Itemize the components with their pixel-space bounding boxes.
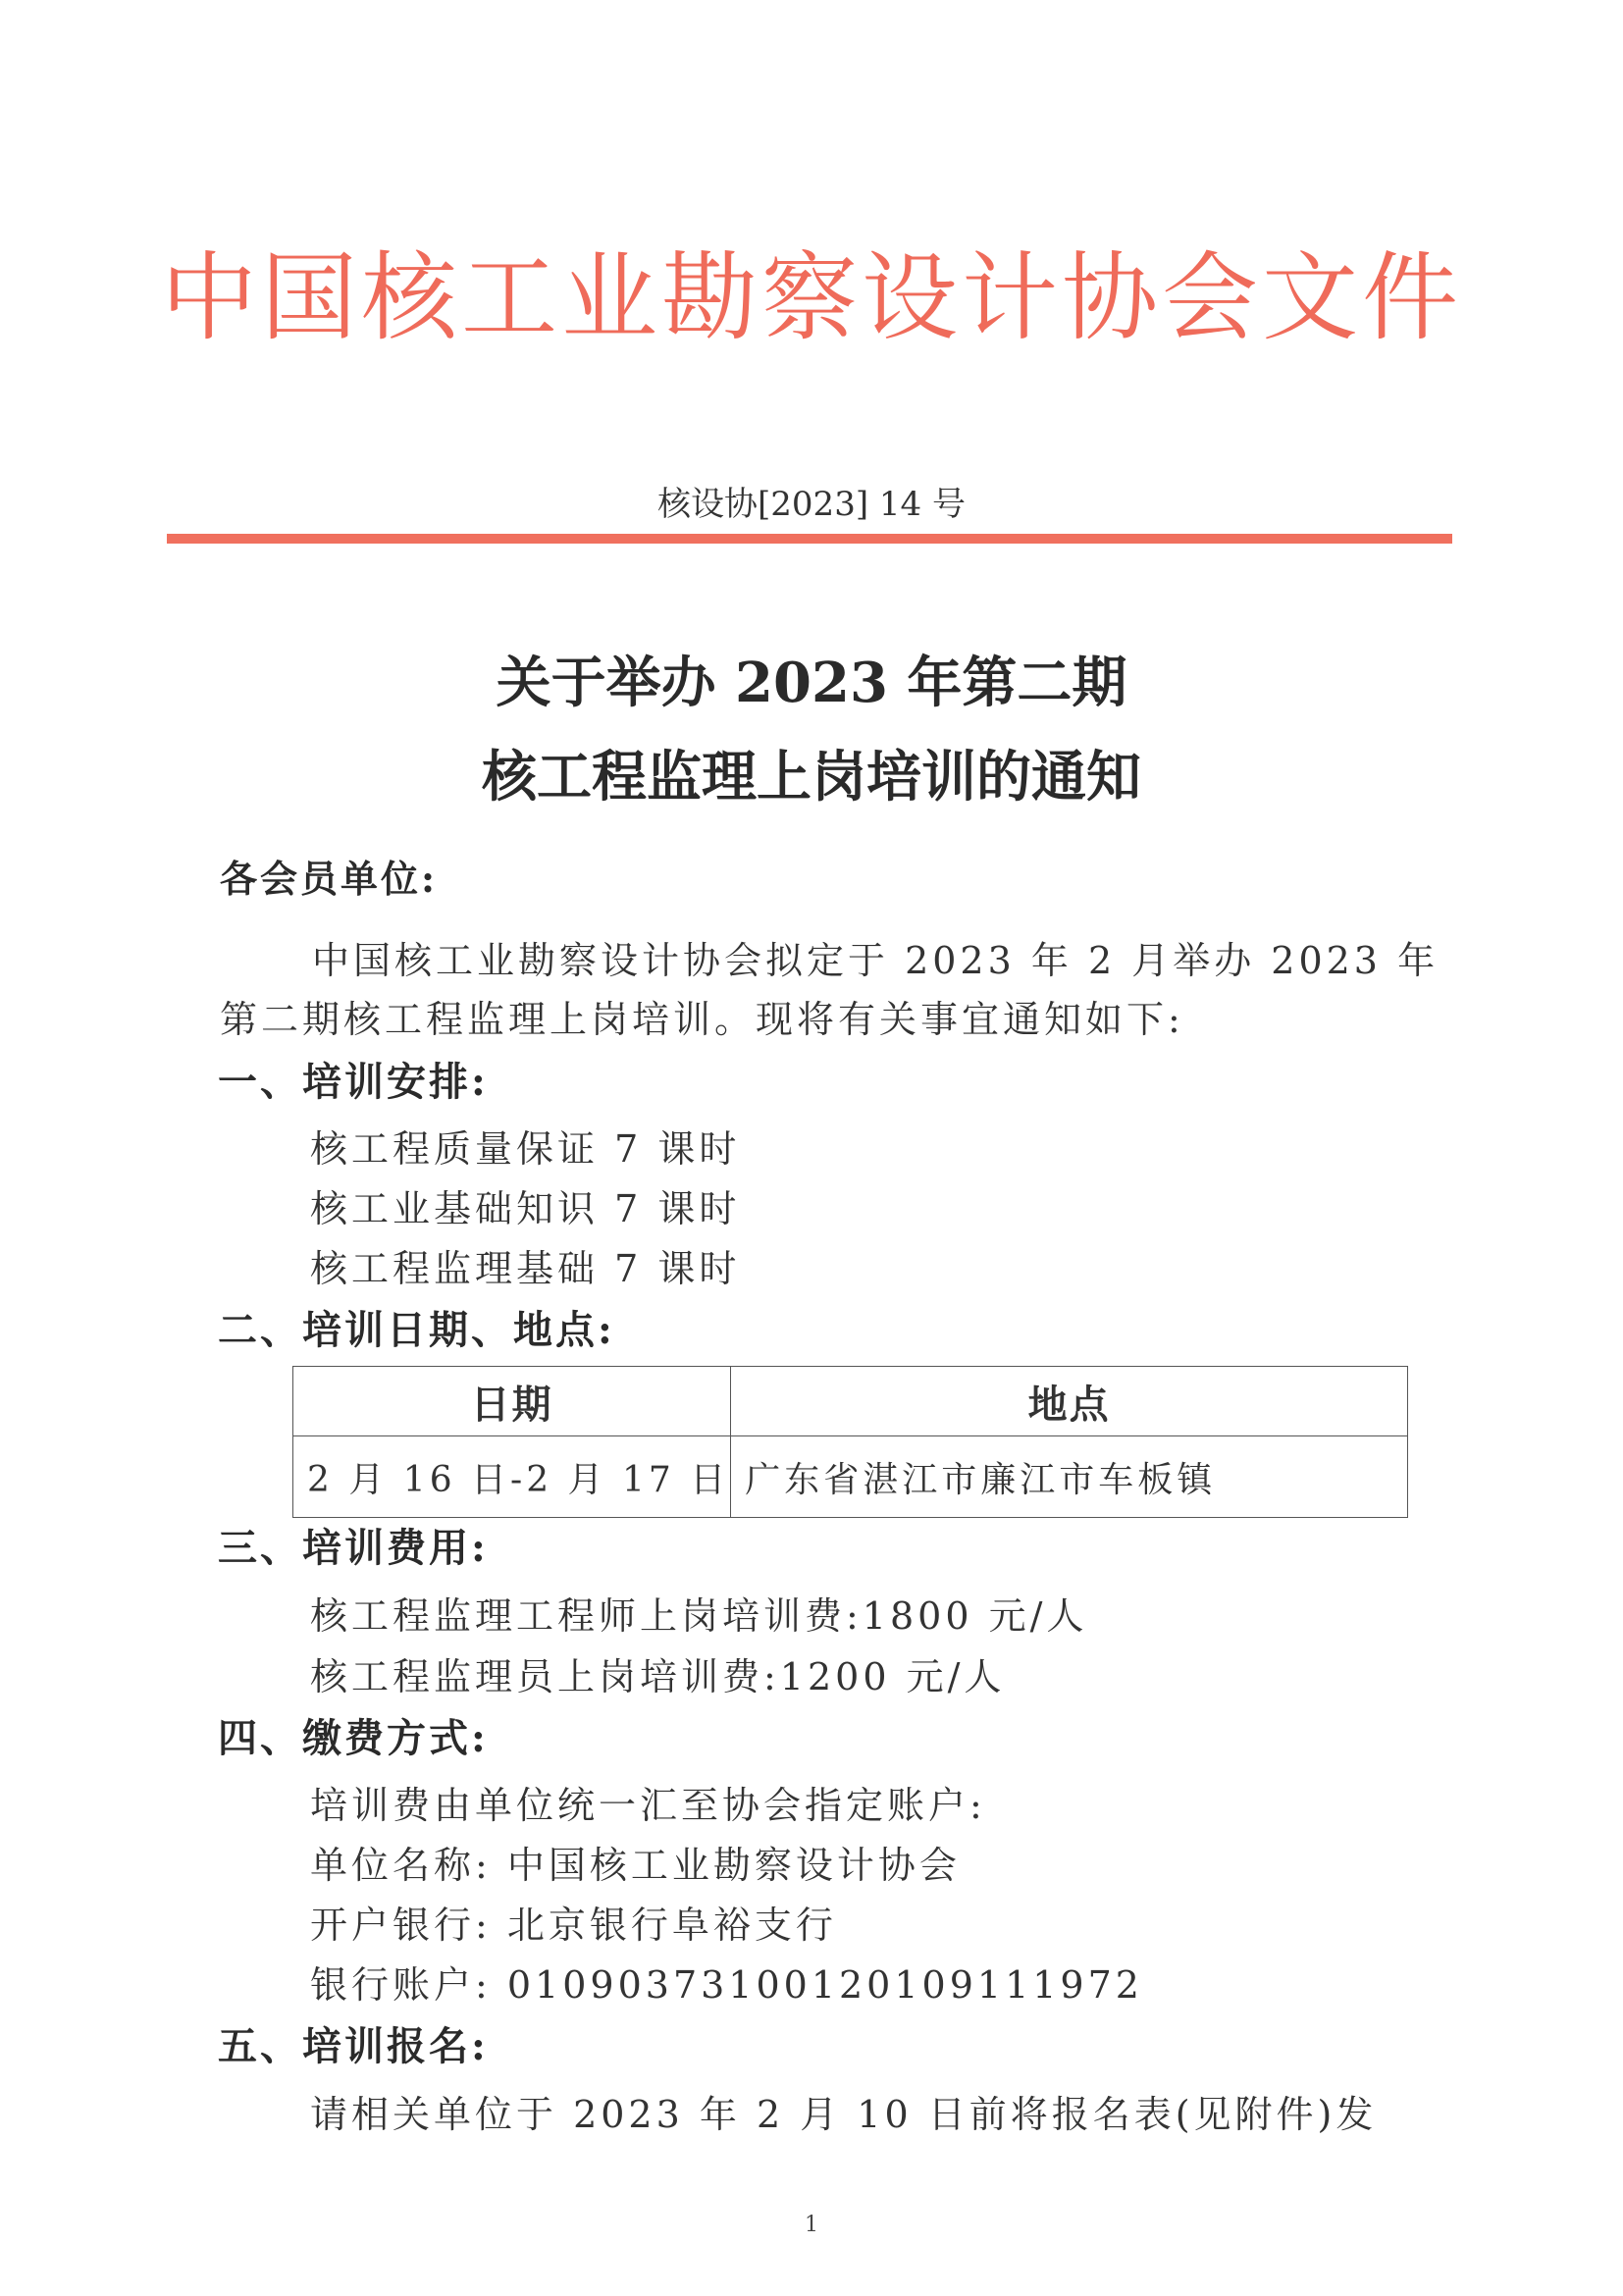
section4-heading: 四、缴费方式: [218,1715,489,1761]
column-header-date: 日期 [293,1367,731,1436]
table-row [293,1436,1408,1518]
page-number: 1 [805,2213,818,2237]
header-divider [167,534,1452,544]
list-item: 核工程监理基础 7 课时 [310,1247,741,1290]
list-item: 核工程质量保证 7 课时 [310,1127,741,1171]
intro-line2: 第二期核工程监理上岗培训。现将有关事宜通知如下: [220,998,1184,1041]
payment-line: 单位名称: 中国核工业勘察设计协会 [310,1844,961,1887]
schedule-table [292,1366,1408,1518]
section5-heading: 五、培训报名: [218,2023,489,2069]
registration-line: 请相关单位于 2023 年 2 月 10 日前将报名表(见附件)发 [310,2093,1378,2136]
cell-date: 2 月 16 日-2 月 17 日 [293,1436,731,1518]
section3-heading: 三、培训费用: [218,1525,489,1571]
section2-heading: 二、培训日期、地点: [218,1307,615,1353]
payment-line: 银行账户: 01090373100120109111972 [310,1963,1143,2007]
document-number: 核设协[2023] 14 号 [657,485,966,524]
table-header-row [293,1367,1408,1436]
notice-title-line2: 核工程监理上岗培训的通知 [482,745,1141,809]
section1-heading: 一、培训安排: [218,1059,489,1105]
org-header-title: 中国核工业勘察设计协会文件 [160,242,1462,354]
salutation: 各会员单位: [220,857,439,901]
cell-location: 广东省湛江市廉江市车板镇 [731,1436,1408,1518]
column-header-location: 地点 [731,1367,1408,1436]
intro-line1: 中国核工业勘察设计协会拟定于 2023 年 2 月举办 2023 年 [312,939,1440,982]
list-item: 核工业基础知识 7 课时 [310,1187,741,1230]
payment-line: 开户银行: 北京银行阜裕支行 [310,1904,837,1947]
fee-item: 核工程监理员上岗培训费:1200 元/人 [310,1655,1006,1698]
fee-item: 核工程监理工程师上岗培训费:1800 元/人 [310,1594,1088,1638]
notice-title-line1: 关于举办 2023 年第二期 [496,651,1127,715]
payment-line: 培训费由单位统一汇至协会指定账户: [310,1784,986,1827]
